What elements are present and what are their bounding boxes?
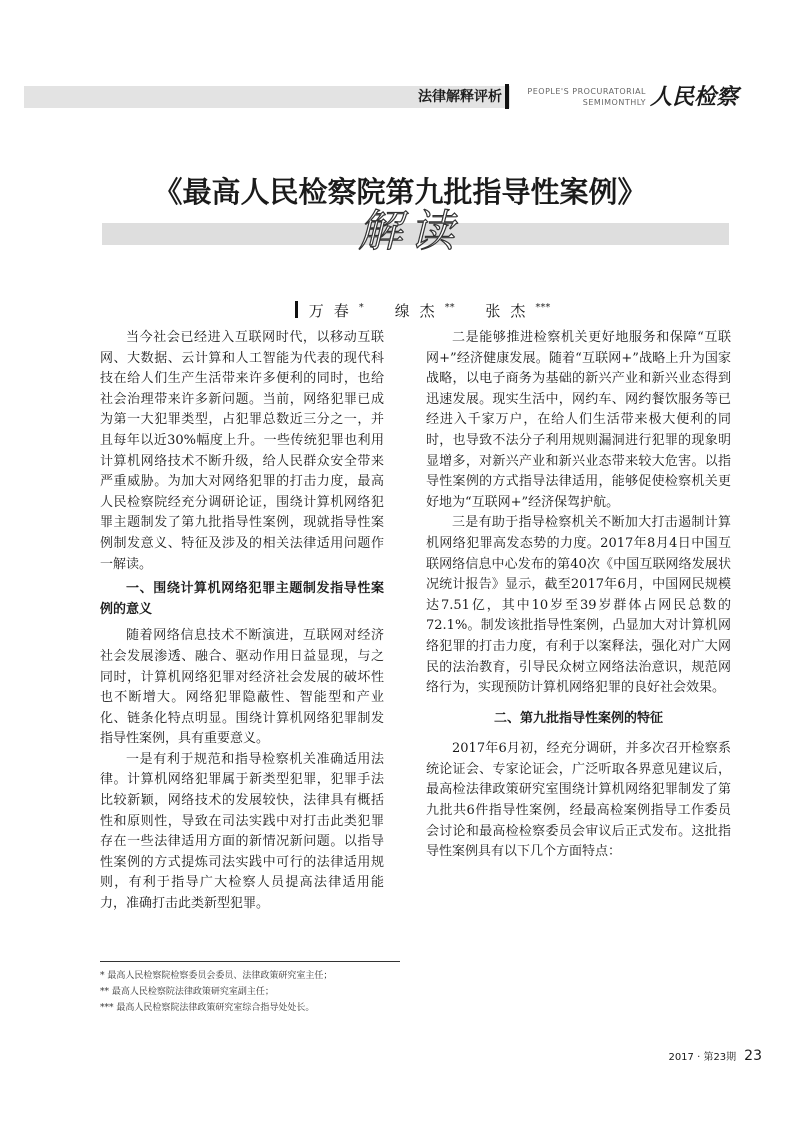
page-number: 23	[744, 1048, 762, 1064]
section-heading: 一、围绕计算机网络犯罪主题制发指导性案例的意义	[100, 581, 384, 617]
section-divider-bar	[505, 84, 509, 109]
author-bar	[295, 301, 298, 318]
issue-label: 2017 · 第23期	[668, 1052, 737, 1063]
section-label: 法律解释评析	[418, 89, 502, 105]
author-1-name: 万春	[308, 302, 359, 320]
journal-english-line1: PEOPLE'S PROCURATORIAL	[527, 87, 646, 96]
journal-logo: 人民检察	[650, 84, 739, 110]
author-2-mark: **	[444, 302, 455, 313]
paragraph: 2017年6月初，经充分调研，并多次召开检察系统论证会、专家论证会，广泛听取各界意见建议后，最高检法律政策研究室围绕计算机网络犯罪制发了第九批共6件指导性案例，经最高检案例指导工作委员会讨论和最高检检察委员会审议后正式发布。这批指导性案例具有以下几个方面特点：	[426, 741, 731, 860]
article-subtitle: 解读	[358, 206, 462, 257]
footnote: *** 最高人民检察院法律政策研究室综合指导处处长。	[100, 1003, 315, 1013]
journal-english-line2: SEMIMONTHLY	[582, 98, 646, 107]
article-title: 《最高人民检察院第九批指导性案例》	[153, 175, 647, 209]
author-line	[295, 296, 595, 320]
journal-english-name	[520, 86, 646, 108]
paragraph: 二是能够推进检察机关更好地服务和保障“互联网+”经济健康发展。随着“互联网+”战略上升为国家战略，以电子商务为基础的新兴产业和新兴业态得到迅速发展。现实生活中，网约车、网约餐饮服务等已经进入千家万户，在给人们生活带来极大便利的同时，也导致不法分子利用规则漏洞进行犯罪的现象明显增多，对新兴产业和新兴业态带来较大危害。以指导性案例的方式指导法律适用，能够促使检察机关更好地为“互联网+”经济保驾护航。	[426, 330, 731, 510]
paragraph: 当今社会已经进入互联网时代，以移动互联网、大数据、云计算和人工智能为代表的现代科技在给人们生产生活带来许多便利的同时，也给社会治理带来许多新问题。当前，网络犯罪已成为第一大犯罪类型，占犯罪总数近三分之一，并且每年以近30%幅度上升。一些传统犯罪也利用计算机网络技术不断升级，给人民群众安全带来严重威胁。为加大对网络犯罪的打击力度，最高人民检察院经充分调研论证，围绕计算机网络犯罪主题制发了第九批指导性案例，现就指导性案例制发意义、特征及涉及的相关法律适用问题作一解读。	[100, 330, 384, 572]
author-1	[309, 302, 364, 320]
left-column	[100, 328, 384, 915]
author-2-name: 缐杰	[394, 302, 445, 320]
author-1-mark: *	[358, 302, 364, 313]
paragraph: 三是有助于指导检察机关不断加大打击遏制计算机网络犯罪高发态势的力度。2017年8月4日中国互联网络信息中心发布的第40次《中国互联网络发展状况统计报告》显示，截至2017年6月，中国网民规模达7.51亿，其中10岁至39岁群体占网民总数的72.1%。制发该批指导性案例，凸显加大对计算机网络犯罪的打击力度，有利于以案释法，强化对广大网民的法治教育，引导民众树立网络法治意识，规范网络行为，实现预防计算机网络犯罪的良好社会效果。	[426, 515, 731, 696]
author-3	[485, 302, 550, 320]
section-heading: 二、第九批指导性案例的特征	[493, 710, 663, 726]
author-2	[395, 302, 455, 320]
footnotes	[100, 968, 480, 1016]
right-column	[426, 328, 731, 863]
page-footer	[622, 1046, 762, 1066]
author-3-name: 张杰	[485, 302, 536, 320]
footnote: ** 最高人民检察院法律政策研究室副主任；	[100, 987, 274, 997]
footnote: * 最高人民检察院检察委员会委员、法律政策研究室主任；	[100, 971, 333, 981]
footnote-divider	[100, 961, 400, 962]
paragraph: 一是有利于规范和指导检察机关准确适用法律。计算机网络犯罪属于新类型犯罪，犯罪手法比较新颖，网络技术的发展较快，法律具有概括性和原则性，导致在司法实践中对打击此类犯罪存在一些法律适用方面的新情况新问题。以指导性案例的方式提炼司法实践中可行的法律适用规则，有利于指导广大检察人员提高法律适用能力，准确打击此类新型犯罪。	[100, 751, 384, 912]
paragraph: 随着网络信息技术不断演进，互联网对经济社会发展渗透、融合、驱动作用日益显现，与之同时，计算机网络犯罪对经济社会发展的破坏性也不断增大。网络犯罪隐蔽性、智能型和产业化、链条化特点明显。围绕计算机网络犯罪制发指导性案例，具有重要意义。	[100, 628, 384, 747]
author-3-mark: ***	[535, 302, 551, 313]
